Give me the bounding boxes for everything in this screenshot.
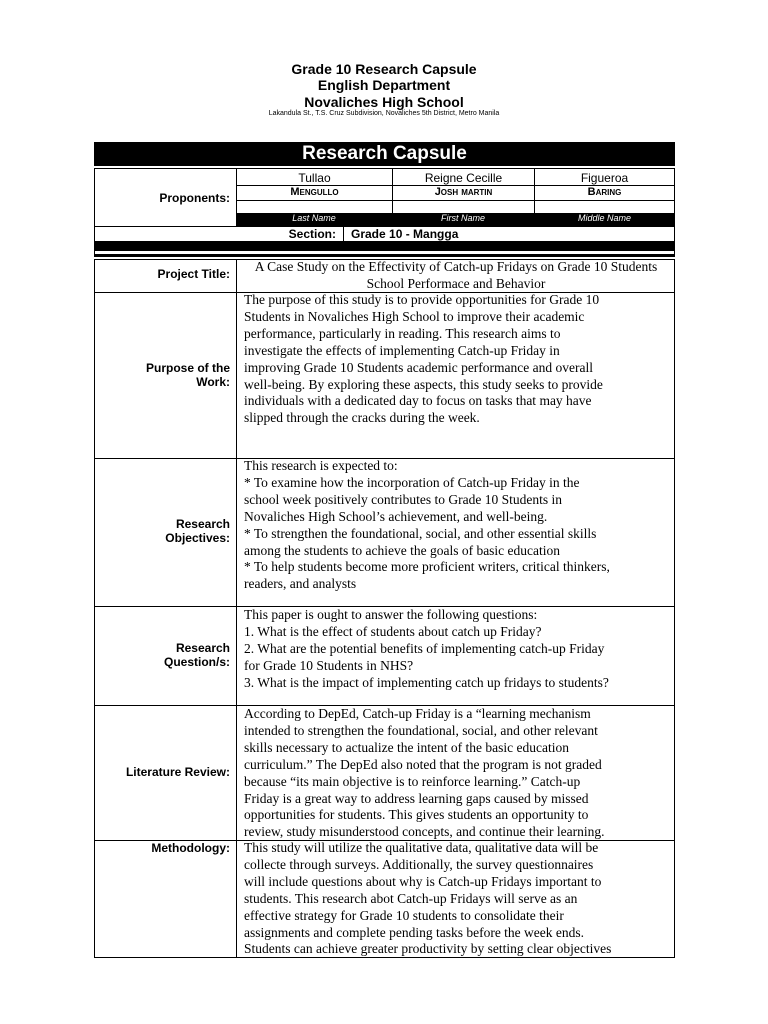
questions-label: Research Question/s:	[163, 641, 230, 669]
proponents-label: Proponents:	[159, 191, 230, 205]
proponent-1-first-name: Reigne Cecille	[424, 171, 503, 185]
literature-text: According to DepEd, Catch-up Friday is a “learning mechanism intended to strengthen the foundational, social, and other relevant skills necessary to actualize the intent of the basic education curriculum.” The DepEd also noted that the program is not graded because “its main objective is to reinforce learning.” Catch-up Friday is a great way to address learning gaps caused by missed opportunities for students. This gives students an opportunity to review, study misunderstood concepts, and continue their learning.	[244, 706, 605, 840]
methodology-label: Methodology:	[151, 841, 230, 855]
proponent-2-first-name: Josh martin	[434, 186, 493, 198]
first-name-header: First Name	[440, 213, 485, 223]
questions-text: This paper is ought to answer the following questions: 1. What is the effect of students about catch up Friday? 2. What are the potential benefits of implementing catch-up Friday for Grade 10 Students in NHS? 3. What is the impact of implementing catch up fridays to students?	[244, 607, 609, 690]
project-title-text: A Case Study on the Effectivity of Catch-up Fridays on Grade 10 Students School Performace and Behavior	[254, 259, 658, 291]
section-value: Grade 10 - Mangga	[351, 227, 459, 241]
purpose-label: Purpose of the Work:	[145, 361, 230, 389]
proponent-1-middle-name: Figueroa	[580, 171, 629, 185]
capsule-title: Research Capsule	[302, 143, 467, 164]
proponent-2-middle-name: Baring	[587, 186, 622, 198]
project-title-label: Project Title:	[157, 267, 230, 281]
literature-label: Literature Review:	[125, 765, 230, 779]
objectives-text: This research is expected to: * To examine how the incorporation of Catch-up Friday in the school week positively contributes to Grade 10 Students in Novaliches High School’s achievement, and well-being. * To strengthen the foundational, social, and other essential skills among the students to achieve the goals of basic education * To help students become more proficient writers, critical thinkers, readers, and analysts	[244, 458, 610, 592]
section-label: Section:	[288, 227, 336, 241]
proponent-1-last-name: Tullao	[298, 171, 331, 185]
methodology-text: This study will utilize the qualitative data, qualitative data will be collecte through surveys. Additionally, the survey questionnaires will include questions about why is Catch-up Fridays important to students. This research abot Catch-up Fridays will serve as an effective strategy for Grade 10 students to consolidate their assignments and complete pending tasks before the week ends. Students can achieve greater productivity by setting clear objectives	[244, 840, 612, 957]
doc-header-grade: Grade 10 Research Capsule	[291, 61, 477, 77]
doc-header-school: Novaliches High School	[304, 94, 464, 110]
objectives-label: Research Objectives:	[165, 517, 230, 545]
school-address: Lakandula St., T.S. Cruz Subdivision, Novaliches 5th District, Metro Manila	[268, 110, 500, 117]
middle-name-header: Middle Name	[577, 213, 632, 223]
proponent-2-last-name: Mengullo	[290, 186, 339, 198]
purpose-text: The purpose of this study is to provide opportunities for Grade 10 Students in Novaliches High School to improve their academic performance, particularly in reading. This research aims to investigate the effects of implementing Catch-up Friday in improving Grade 10 Students academic performance and overall well-being. By exploring these aspects, this study seeks to provide individuals with a dedicated day to focus on tasks that may have slipped through the cracks during the week.	[244, 292, 603, 426]
doc-header-department: English Department	[317, 77, 451, 93]
last-name-header: Last Name	[292, 213, 336, 223]
